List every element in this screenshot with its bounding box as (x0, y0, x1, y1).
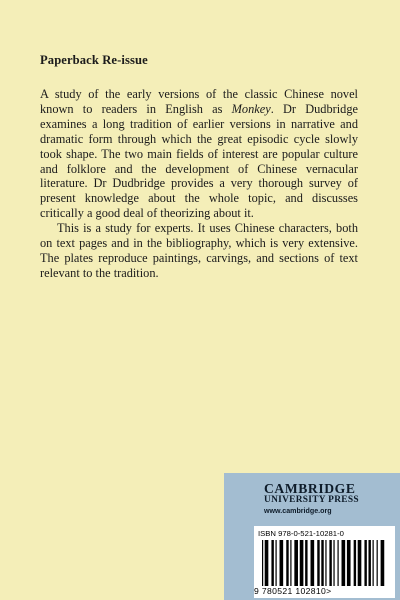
barcode-panel (254, 526, 395, 598)
novel-title: Monkey (231, 101, 271, 116)
isbn-label: ISBN 978-0-521-10281-0 (258, 529, 344, 538)
blurb-paragraph-1 (40, 87, 358, 221)
barcode-digits (254, 586, 332, 596)
publisher-subname: UNIVERSITY PRESS (264, 495, 359, 505)
publisher-name: CAMBRIDGE (264, 481, 356, 496)
blurb (40, 87, 358, 281)
blurb-text: . Dr Dudbridge examines a long tradition of earlier versions in narrative and dramatic form through which the great episodic cycle slowly took shape. The two main fields of interest are popular culture and folklore and the development of Chinese vernacular literature. Dr Dudbridge provides a very thorough survey of present knowledge about the whole topic, and discusses critically a good deal of theorizing about it. (40, 101, 358, 221)
barcode-icon (262, 540, 386, 586)
barcode-number: 9 780521 102810 (254, 586, 327, 596)
blurb-text: A study of the early versions of the classic Chinese novel known to readers in English as (40, 87, 358, 116)
publisher-website: www.cambridge.org (264, 507, 332, 515)
blurb-paragraph-2: This is a study for experts. It uses Chinese characters, both on text pages and in the bibliography, which is very extensive. The plates reproduce paintings, carvings, and sections of text relevant to the tradition. (40, 221, 358, 280)
barcode-end-mark: > (326, 586, 332, 596)
publisher-box (224, 473, 400, 600)
reissue-heading: Paperback Re-issue (40, 53, 148, 67)
